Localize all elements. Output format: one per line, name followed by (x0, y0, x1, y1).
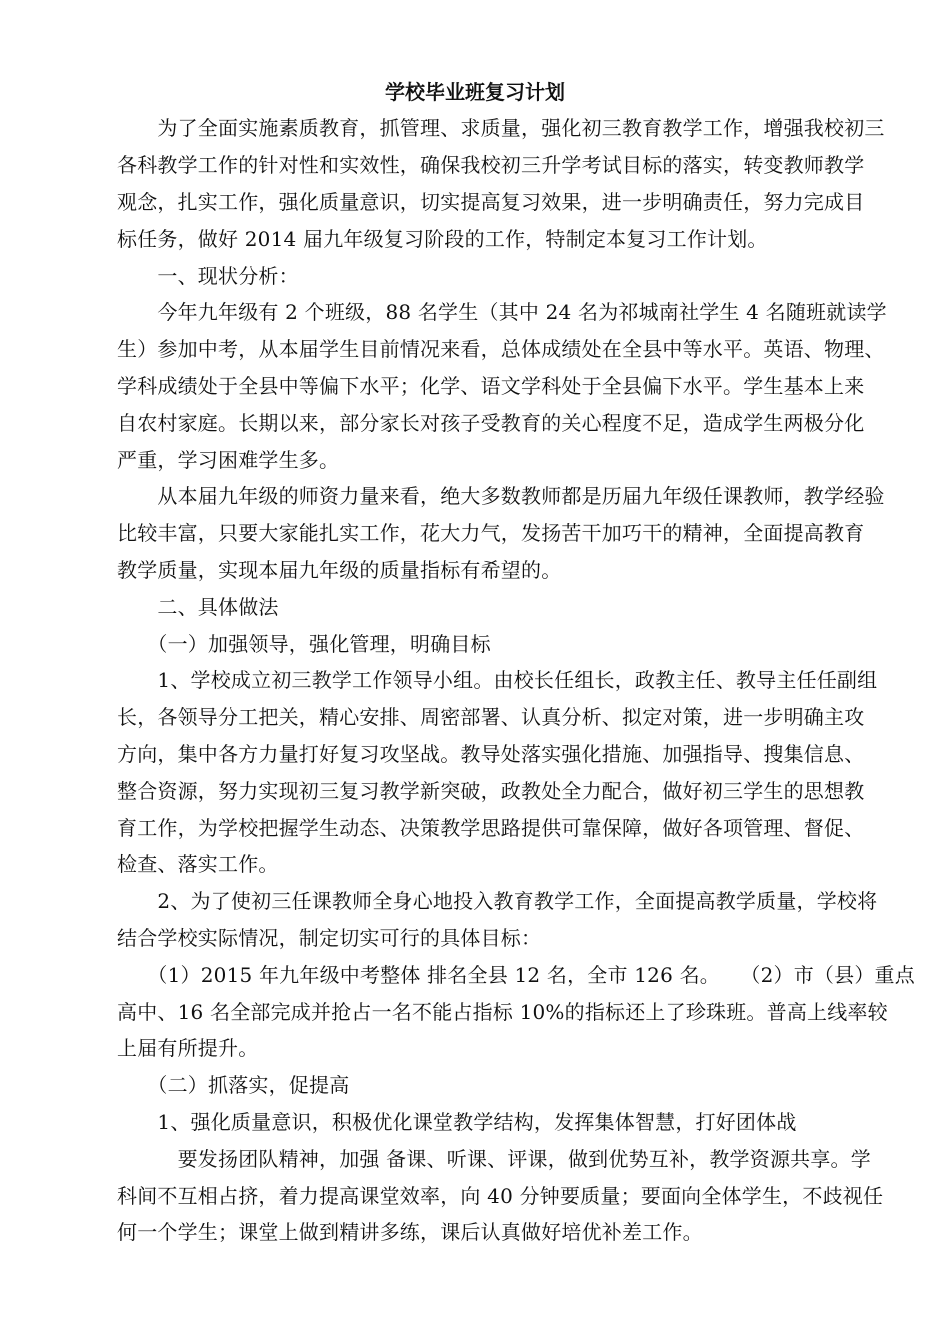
text-line: 教学质量，实现本届九年级的质量指标有希望的。 (117, 558, 562, 582)
text-line: 从本届九年级的师资力量来看，绝大多数教师都是历届九年级任课教师，教学经验 (117, 484, 885, 508)
text-line: 今年九年级有 2 个班级，88 名学生（其中 24 名为祁城南社学生 4 名随班就读学 (117, 300, 887, 324)
text-line: 各科教学工作的针对性和实效性，确保我校初三升学考试目标的落实，转变教师教学 (117, 153, 865, 177)
text-line: 1、强化质量意识，积极优化课堂教学结构，发挥集体智慧，打好团体战 (117, 1110, 797, 1134)
text-line: 生）参加中考，从本届学生目前情况来看，总体成绩处在全县中等水平。英语、物理、 (117, 337, 885, 361)
text-line: 结合学校实际情况，制定切实可行的具体目标： (117, 926, 542, 950)
text-line: 2、为了使初三任课教师全身心地投入教育教学工作，全面提高教学质量，学校将 (117, 889, 878, 913)
document-title: 学校毕业班复习计划 (385, 80, 565, 104)
subsection-heading: （一）加强领导，强化管理，明确目标 (117, 632, 491, 656)
text-line: 长，各领导分工把关，精心安排、周密部署、认真分析、拟定对策，进一步明确主攻 (117, 705, 865, 729)
text-line: 检查、落实工作。 (117, 852, 279, 876)
text-line: 高中、16 名全部完成并抢占一名不能占指标 10%的指标还上了珍珠班。普高上线率较 (117, 1000, 888, 1024)
text-line: 方向，集中各方力量打好复习攻坚战。教导处落实强化措施、加强指导、搜集信息、 (117, 742, 865, 766)
section-heading: 一、现状分析： (117, 264, 299, 288)
text-line: 科间不互相占挤，着力提高课堂效率，向 40 分钟要质量；要面向全体学生，不歧视任 (117, 1184, 884, 1208)
text-line: 观念，扎实工作，强化质量意识，切实提高复习效果，进一步明确责任，努力完成目 (117, 190, 865, 214)
text-line: 为了全面实施素质教育，抓管理、求质量，强化初三教育教学工作，增强我校初三 (117, 116, 885, 140)
text-line: 何一个学生；课堂上做到精讲多练，课后认真做好培优补差工作。 (117, 1220, 703, 1244)
subsection-heading: （二）抓落实，促提高 (117, 1073, 350, 1097)
text-line: （1）2015 年九年级中考整体 排名全县 12 名，全市 126 名。 （2）市（县）重点 (117, 963, 915, 987)
text-line: 要发扬团队精神，加强 备课、听课、评课，做到优势互补，教学资源共享。学 (117, 1147, 871, 1171)
text-line: 标任务，做好 2014 届九年级复习阶段的工作，特制定本复习工作计划。 (117, 227, 768, 251)
text-line: 自农村家庭。长期以来，部分家长对孩子受教育的关心程度不足，造成学生两极分化 (117, 411, 865, 435)
text-line: 严重，学习困难学生多。 (117, 448, 340, 472)
text-line: 育工作，为学校把握学生动态、决策教学思路提供可靠保障，做好各项管理、督促、 (117, 816, 865, 840)
text-line: 比较丰富，只要大家能扎实工作，花大力气，发扬苦干加巧干的精神，全面提高教育 (117, 521, 865, 545)
text-line: 学科成绩处于全县中等偏下水平；化学、语文学科处于全县偏下水平。学生基本上来 (117, 374, 865, 398)
text-line: 上届有所提升。 (117, 1036, 259, 1060)
text-line: 1、学校成立初三教学工作领导小组。由校长任组长，政教主任、教导主任任副组 (117, 668, 878, 692)
text-line: 整合资源，努力实现初三复习教学新突破，政教处全力配合，做好初三学生的思想教 (117, 779, 865, 803)
section-heading: 二、具体做法 (117, 595, 279, 619)
